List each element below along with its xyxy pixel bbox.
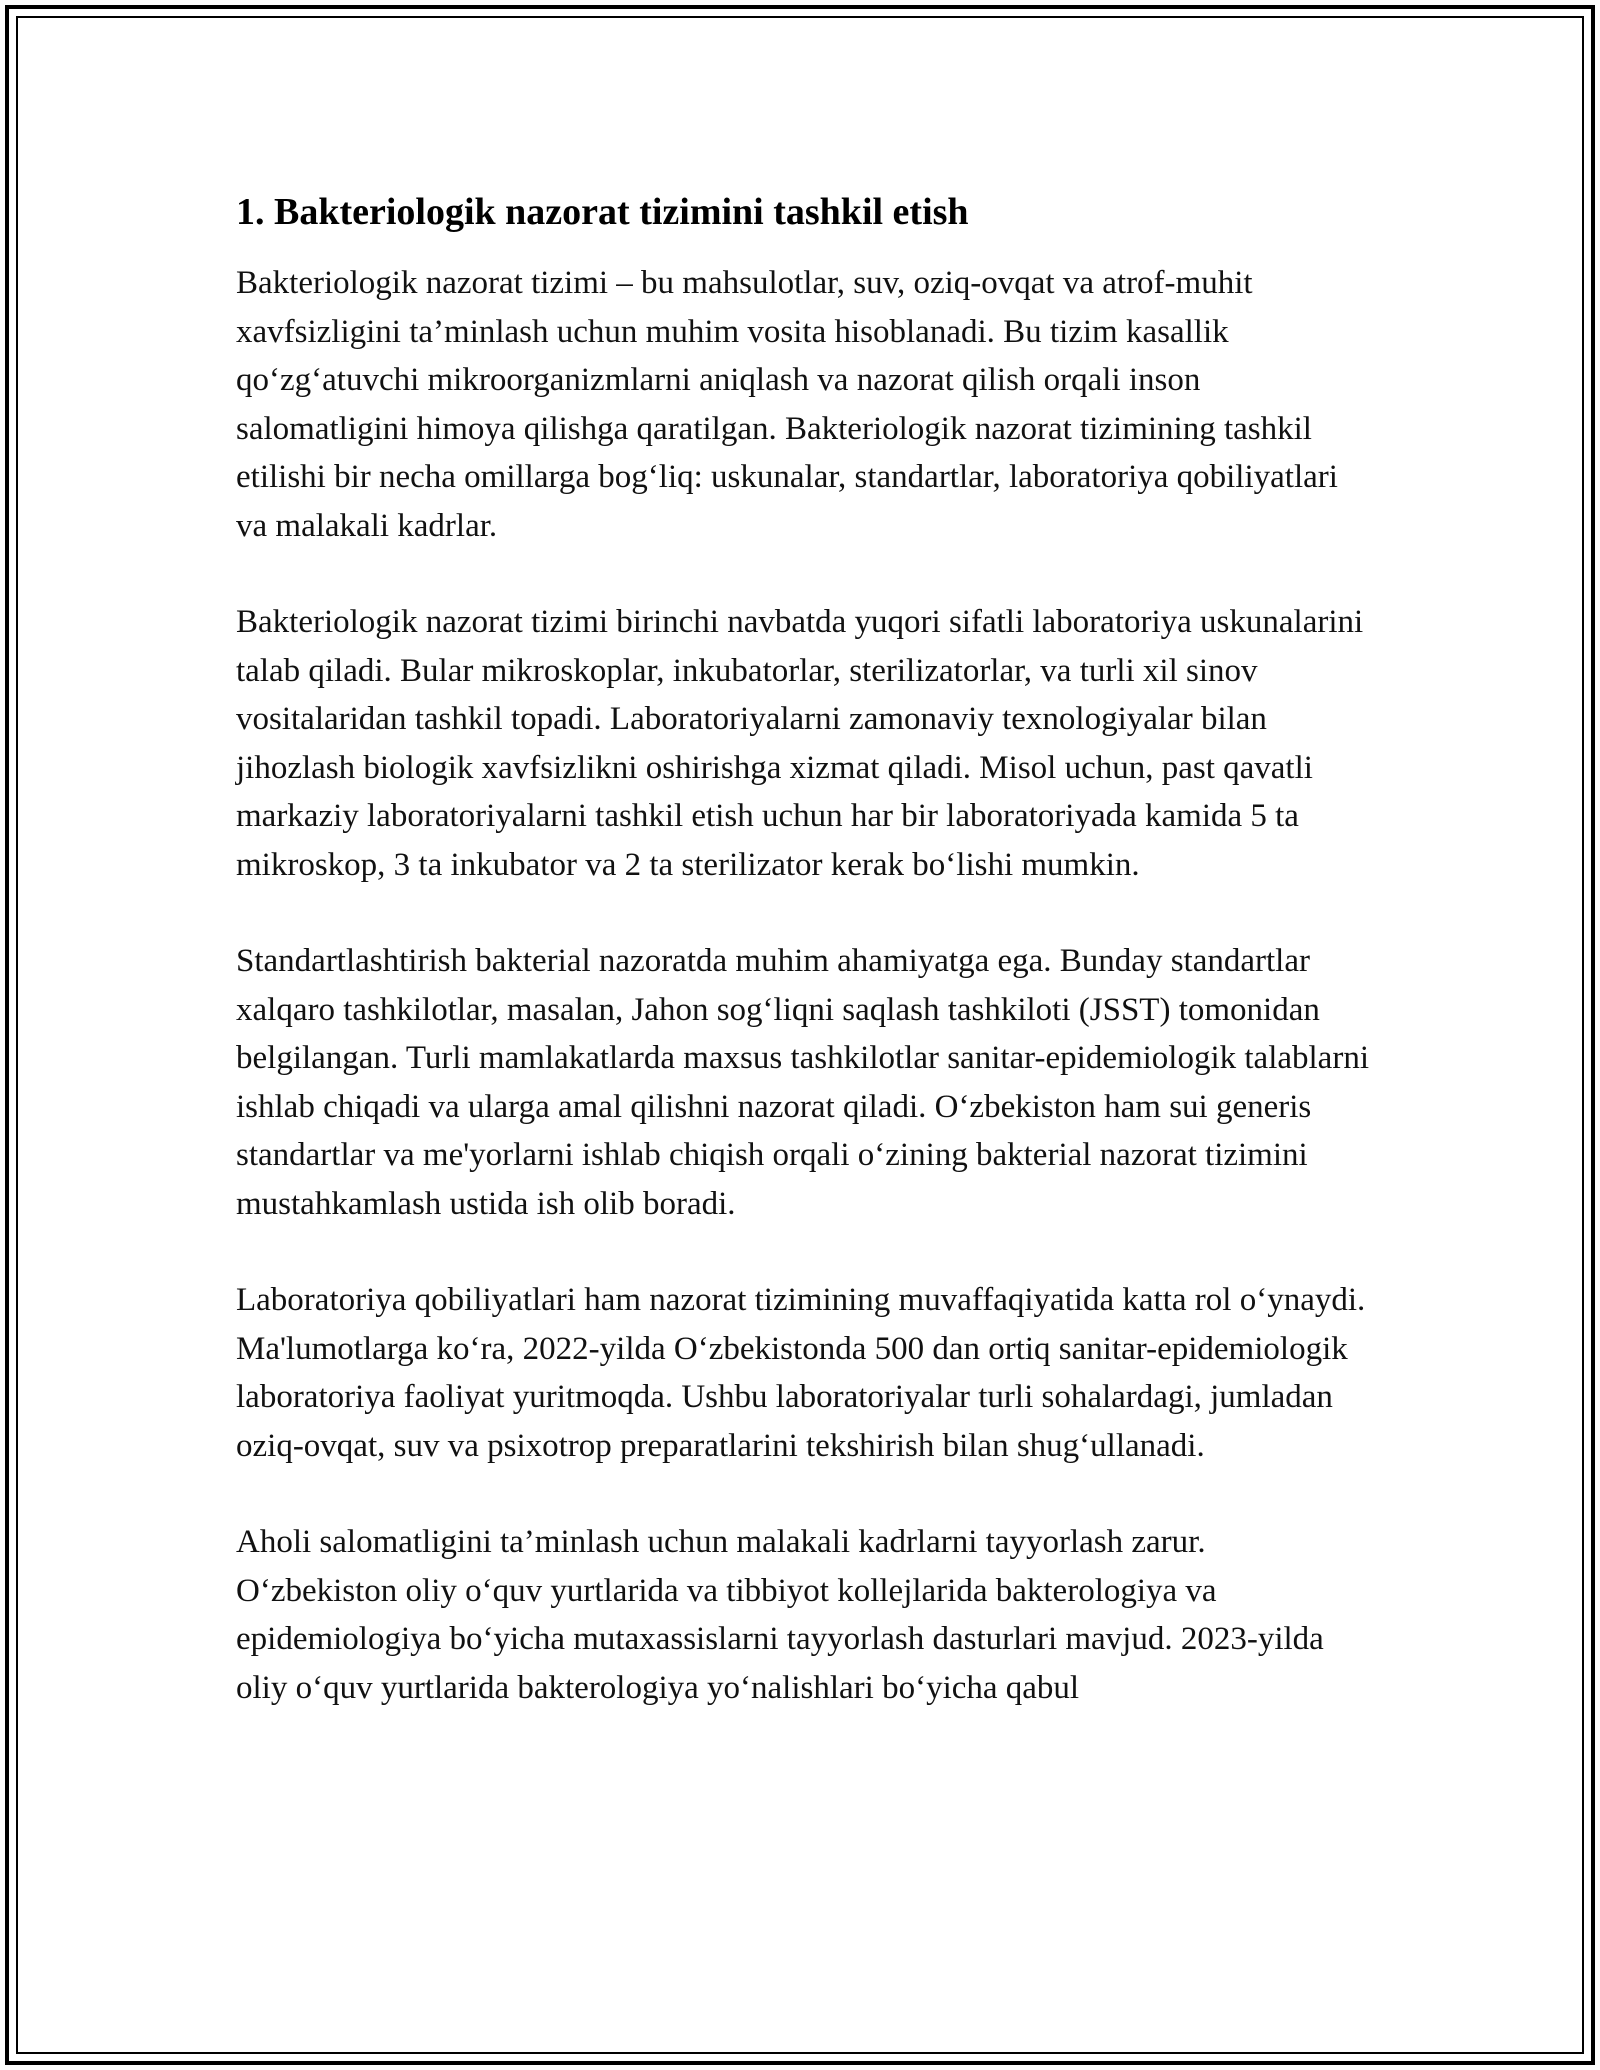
document-body: [236, 185, 1370, 1760]
section-heading: 1. Bakteriologik nazorat tizimini tashkil etish: [236, 191, 969, 233]
paragraph-equipment: Bakteriologik nazorat tizimi birinchi navbatda yuqori sifatli laboratoriya uskunalarini talab qiladi. Bular mikroskoplar, inkubatorlar, sterilizatorlar, va turli xil sinov vositalaridan tashkil topadi. Laboratoriyalarni zamonaviy texnologiyalar bilan jihozlash biologik xavfsizlikni oshirishga xizmat qiladi. Misol uchun, past qavatli markaziy laboratoriyalarni tashkil etish uchun har bir laboratoriyada kamida 5 ta mikroskop, 3 ta inkubator va 2 ta sterilizator kerak bo‘lishi mumkin.: [236, 604, 1364, 883]
paragraph-standards: Standartlashtirish bakterial nazoratda muhim ahamiyatga ega. Bunday standartlar xalqaro tashkilotlar, masalan, Jahon sog‘liqni saqlash tashkiloti (JSST) tomonidan belgilangan. Turli mamlakatlarda maxsus tashkilotlar sanitar-epidemiologik talablarni ishlab chiqadi va ularga amal qilishni nazorat qiladi. O‘zbekiston ham sui generis standartlar va me'yorlarni ishlab chiqish orqali o‘zining bakterial nazorat tizimini mustahkamlash ustida ish olib boradi.: [236, 943, 1369, 1222]
paragraph-intro: Bakteriologik nazorat tizimi – bu mahsulotlar, suv, oziq-ovqat va atrof-muhit xavfsizligini ta’minlash uchun muhim vosita hisoblanadi. Bu tizim kasallik qo‘zg‘atuvchi mikroorganizmlarni aniqlash va nazorat qilish orqali inson salomatligini himoya qilishga qaratilgan. Bakteriologik nazorat tizimining tashkil etilishi bir necha omillarga bog‘liq: uskunalar, standartlar, laboratoriya qobiliyatlari va malakali kadrlar.: [236, 265, 1338, 544]
paragraph-laboratories: Laboratoriya qobiliyatlari ham nazorat tizimining muvaffaqiyatida katta rol o‘ynaydi. Ma'lumotlarga ko‘ra, 2022-yilda O‘zbekistonda 500 dan ortiq sanitar-epidemiologik laboratoriya faoliyat yuritmoqda. Ushbu laboratoriyalar turli sohalardagi, jumladan oziq-ovqat, suv va psixotrop preparatlarini tekshirish bilan shug‘ullanadi.: [236, 1282, 1366, 1464]
paragraph-personnel: Aholi salomatligini ta’minlash uchun malakali kadrlarni tayyorlash zarur. O‘zbekiston oliy o‘quv yurtlarida va tibbiyot kollejlarida bakterologiya va epidemiologiya bo‘yicha mutaxassislarni tayyorlash dasturlari mavjud. 2023-yilda oliy o‘quv yurtlarida bakterologiya yo‘nalishlari bo‘yicha qabul: [236, 1524, 1324, 1706]
